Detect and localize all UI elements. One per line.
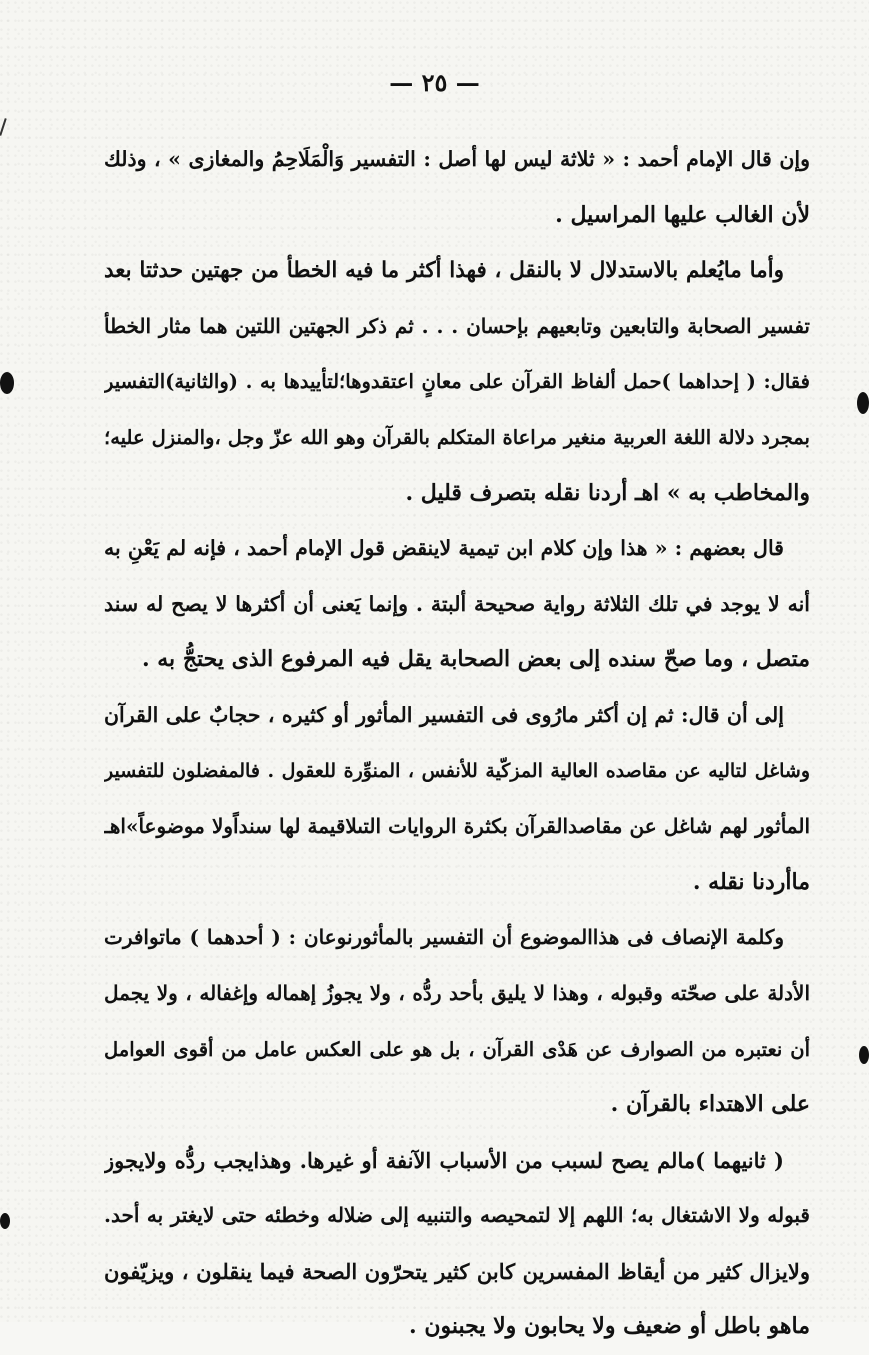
scan-artifact-mark: [0, 118, 7, 136]
text-line: متصل ، وما صحّ سنده إلى بعض الصحابة يقل فيه المرفوع الذى يحتجُّ به .: [141, 646, 810, 673]
text-line: على الاهتداء بالقرآن .: [610, 1091, 810, 1118]
text-line: ( ثانيهما )مالم يصح لسبب من الأسباب الآنفة أو غيرها. وهذايجب ردُّه ولايجوز: [104, 1147, 784, 1173]
page-number: — ٢٥ —: [389, 68, 480, 97]
text-line: المأثور لهم شاغل عن مقاصدالقرآن بكثرة الروايات التىلاقيمة لها سنداًولا موضوعاً»اهـ: [104, 814, 810, 839]
text-line: وأما مايُعلم بالاستدلال لا بالنقل ، فهذا أكثر ما فيه الخطأ من جهتين حدثتا بعد: [104, 258, 784, 284]
text-line: فقال: ( إحداهما )حمل ألفاظ القرآن على معانٍ اعتقدوها؛لتأييدها به . (والثانية)التفسير: [104, 370, 810, 394]
text-line: وشاغل لتاليه عن مقاصده العالية المزكّية للأنفس ، المنوِّرة للعقول . فالمفضلون للتفسير: [104, 759, 810, 782]
scan-edge-blot: [0, 1213, 10, 1229]
text-line: قال بعضهم : « هذا وإن كلام ابن تيمية لاينقض قول الإمام أحمد ، فإنه لم يَعْنِ به: [104, 536, 784, 561]
text-line: بمجرد دلالة اللغة العربية منغير مراعاة المتكلم بالقرآن وهو الله عزّ وجل ،والمنزل عليه؛: [104, 425, 810, 449]
text-line: قبوله ولا الاشتغال به؛ اللهم إلا لتمحيصه والتنبيه إلى ضلاله وخطئه حتى لايغتر به أحد.: [104, 1203, 810, 1228]
text-line: ماهو باطل أو ضعيف ولا يحابون ولا يجبنون .: [409, 1313, 810, 1340]
text-line: تفسير الصحابة والتابعين وتابعيهم بإحسان . . . ثم ذكر الجهتين اللتين هما مثار الخطأ: [104, 313, 810, 338]
text-line: أنه لا يوجد في تلك الثلاثة رواية صحيحة ألبتة . وإنما يَعنى أن أكثرها لا يصح له سند: [104, 591, 810, 616]
text-line: لأن الغالب عليها المراسيل .: [555, 201, 810, 228]
text-line: ماأردنا نقله .: [692, 868, 810, 895]
text-line: وكلمة الإنصاف فى هذاالموضوع أن التفسير بالمأثورنوعان : ( أحدهما ) ماتوافرت: [104, 925, 785, 950]
scan-edge-blot: [859, 1046, 869, 1064]
text-line: الأدلة على صحّته وقبوله ، وهذا لا يليق بأحد ردُّه ، ولا يجوزُ إهماله وإغفاله ، ولا يجمل: [104, 980, 810, 1005]
text-line: والمخاطب به » اهـ أردنا نقله بتصرف قليل .: [405, 479, 810, 506]
text-line: وإن قال الإمام أحمد : « ثلاثة ليس لها أصل : التفسير وَالْمَلَاحِمُ والمغازى » ، وذلك: [104, 147, 810, 171]
page-text-body: [104, 132, 810, 1355]
text-line: أن نعتبره من الصوارف عن هَدْى القرآن ، بل هو على العكس عامل من أقوى العوامل: [104, 1037, 810, 1061]
text-line: إلى أن قال: ثم إن أكثر مارُوى فى التفسير المأثور أو كثيره ، حجابٌ على القرآن: [104, 702, 784, 727]
text-line: ولايزال كثير من أيقاظ المفسرين كابن كثير يتحرّون الصحة فيما ينقلون ، ويزيّفون: [104, 1258, 810, 1284]
scan-edge-blot: [857, 392, 869, 414]
scan-edge-blot: [0, 372, 14, 394]
